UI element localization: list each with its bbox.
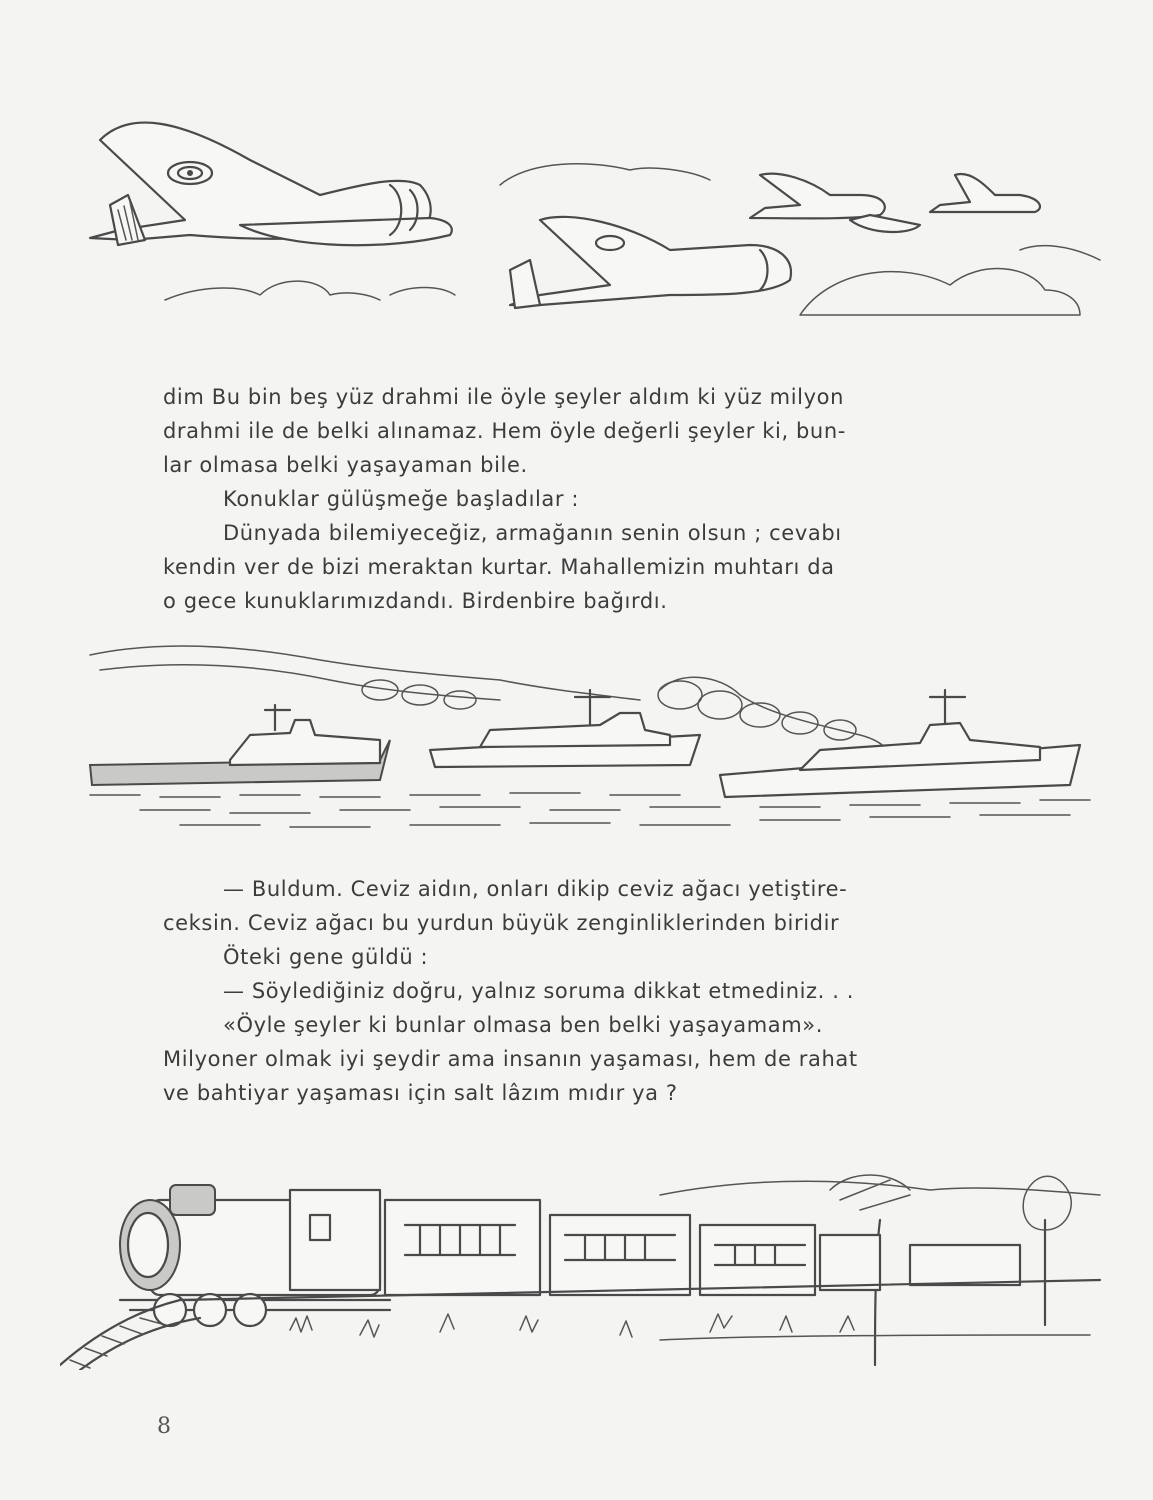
medium-airplane bbox=[510, 217, 791, 308]
text-upper bbox=[163, 380, 1043, 618]
paragraph-line: kendin ver de bizi meraktan kurtar. Mahallemizin muhtarı da bbox=[163, 555, 835, 579]
warships-illustration bbox=[80, 635, 1100, 835]
warship bbox=[430, 690, 700, 767]
paragraph-line: Konuklar gülüşmeğe başladılar : bbox=[223, 487, 580, 511]
paragraph-line: ve bahtiyar yaşaması için salt lâzım mıdır ya ? bbox=[163, 1081, 678, 1105]
sea-waves bbox=[90, 793, 1090, 827]
steam-train-illustration bbox=[60, 1160, 1110, 1370]
paragraph-line: Dünyada bilemiyeceğiz, armağanın senin olsun ; cevabı bbox=[223, 521, 842, 545]
paragraph-line: o gece kunuklarımızdandı. Birdenbire bağırdı. bbox=[163, 589, 668, 613]
small-airplane bbox=[930, 174, 1040, 212]
paragraph-line: ceksin. Ceviz ağacı bu yurdun büyük zenginliklerinden biridir bbox=[163, 911, 840, 935]
small-airplane bbox=[750, 174, 920, 232]
paragraph-line: — Söylediğiniz doğru, yalnız soruma dikkat etmediniz. . . bbox=[223, 979, 855, 1003]
paragraph-line: — Buldum. Ceviz aidın, onları dikip ceviz ağacı yetiştire- bbox=[223, 877, 848, 901]
page-number: 8 bbox=[157, 1414, 171, 1439]
carriages bbox=[385, 1200, 1020, 1295]
paragraph-line: lar olmasa belki yaşayaman bile. bbox=[163, 453, 528, 477]
paragraph-line: Milyoner olmak iyi şeydir ama insanın yaşaması, hem de rahat bbox=[163, 1047, 858, 1071]
paragraph-line: dim Bu bin beş yüz drahmi ile öyle şeyler aldım ki yüz milyon bbox=[163, 385, 844, 409]
paragraph-line: Öteki gene güldü : bbox=[223, 945, 429, 969]
airplanes-illustration bbox=[70, 100, 1110, 340]
paragraph-line: drahmi ile de belki alınamaz. Hem öyle değerli şeyler ki, bun- bbox=[163, 419, 846, 443]
text-lower bbox=[163, 872, 1043, 1110]
large-airplane bbox=[90, 123, 452, 246]
warship bbox=[90, 705, 390, 785]
paragraph-line: «Öyle şeyler ki bunlar olmasa ben belki yaşayamam». bbox=[223, 1013, 824, 1037]
